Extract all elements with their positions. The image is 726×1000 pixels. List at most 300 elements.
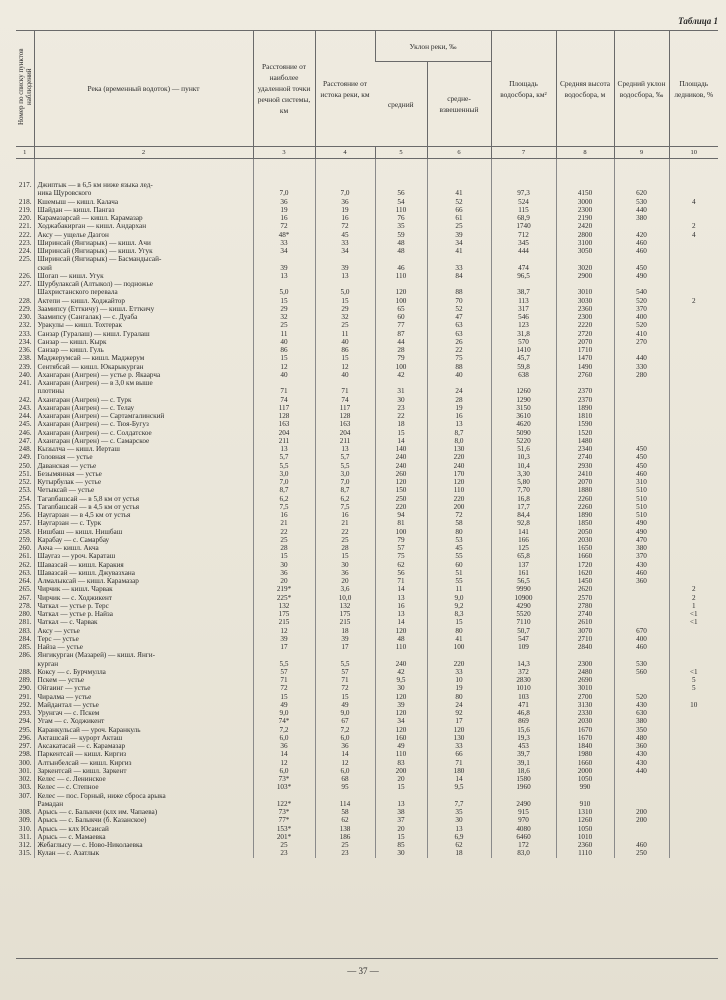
slope-weighted-cell: 45 (427, 544, 491, 552)
table-row (16, 717, 718, 725)
station-number-cell (16, 189, 34, 197)
river-point-cell: Ахангаран (Ангрен) — с. Телау (34, 404, 253, 412)
basin-area-cell (491, 280, 556, 288)
station-number-cell: 295. (18, 725, 32, 734)
table-row (16, 684, 718, 692)
station-number-cell: 217. (18, 181, 32, 189)
mean-slope-cell: 410 (614, 330, 669, 338)
table-row (16, 552, 718, 560)
station-number-cell (16, 387, 34, 395)
river-point-cell: Заамипсу (Етткичу) — кишл. Етткичу (34, 305, 253, 313)
river-point-cell: курган (34, 660, 253, 668)
mean-slope-cell: 380 (614, 544, 669, 552)
river-point-cell: Ходжабакирган — кишл. Андархан (34, 222, 253, 230)
slope-mean-cell: 54 (375, 198, 427, 206)
mean-slope-cell: 200 (614, 808, 669, 816)
mean-slope-cell: 490 (614, 519, 669, 527)
column-numbers-row (16, 147, 718, 159)
distance-source-cell: 5,0 (315, 288, 375, 296)
mean-height-cell: 2740 (556, 453, 614, 461)
station-number-cell: 257. (18, 519, 32, 528)
table-row (16, 470, 718, 478)
table-row (16, 297, 718, 305)
slope-weighted-cell: 75 (427, 354, 491, 362)
mean-height-cell: 2220 (556, 321, 614, 329)
distance-far-cell: 25 (253, 841, 315, 849)
distance-far-cell: 29 (253, 305, 315, 313)
basin-area-cell: 546 (491, 313, 556, 321)
distance-source-cell: 7,0 (315, 478, 375, 486)
distance-source-cell: 15 (315, 693, 375, 701)
distance-source-cell: 15 (315, 297, 375, 305)
distance-source-cell: 39 (315, 635, 375, 643)
slope-weighted-cell: 130 (427, 445, 491, 453)
mean-height-cell: 2070 (556, 478, 614, 486)
table-row (16, 734, 718, 742)
slope-mean-cell: 35 (375, 222, 427, 230)
basin-area-cell: 68,9 (491, 214, 556, 222)
table-row (16, 627, 718, 635)
basin-area-cell: 1290 (491, 396, 556, 404)
mean-slope-cell: 270 (614, 338, 669, 346)
table-row (16, 404, 718, 412)
table-row (16, 701, 718, 709)
glacier-area-cell (669, 486, 718, 494)
slope-mean-cell: 65 (375, 305, 427, 313)
station-number-cell: 298. (18, 750, 32, 759)
mean-slope-cell: 280 (614, 371, 669, 379)
mean-height-cell: 1890 (556, 404, 614, 412)
basin-area-cell: 9990 (491, 585, 556, 593)
table-row (16, 536, 718, 544)
mean-height-cell: 3070 (556, 627, 614, 635)
table-row (16, 825, 718, 833)
mean-slope-cell: 460 (614, 470, 669, 478)
slope-weighted-cell: 41 (427, 247, 491, 255)
distance-source-cell: 128 (315, 412, 375, 420)
mean-slope-cell: 430 (614, 750, 669, 758)
basin-area-cell: 10900 (491, 594, 556, 602)
distance-source-cell: 186 (315, 833, 375, 841)
distance-far-cell: 40 (253, 338, 315, 346)
distance-far-cell: 36 (253, 569, 315, 577)
glacier-area-cell (669, 643, 718, 651)
mean-slope-cell: 400 (614, 313, 669, 321)
distance-source-cell: 40 (315, 338, 375, 346)
mean-slope-cell: 450 (614, 453, 669, 461)
slope-mean-cell: 220 (375, 503, 427, 511)
station-number-cell: 232. (18, 321, 32, 330)
mean-height-cell: 2260 (556, 495, 614, 503)
slope-mean-cell: 120 (375, 627, 427, 635)
distance-source-cell: 138 (315, 825, 375, 833)
slope-mean-cell: 250 (375, 495, 427, 503)
river-point-cell: Шаугаз — уроч. Караташ (34, 552, 253, 560)
distance-far-cell: 9,0 (253, 709, 315, 717)
mean-height-cell: 2610 (556, 618, 614, 626)
slope-mean-cell: 75 (375, 552, 427, 560)
slope-mean-cell: 59 (375, 231, 427, 239)
slope-mean-cell: 30 (375, 396, 427, 404)
station-number-cell: 290. (18, 684, 32, 693)
basin-area-cell: 6460 (491, 833, 556, 841)
slope-weighted-cell: 51 (427, 569, 491, 577)
distance-source-cell (315, 181, 375, 189)
river-point-cell: Четыксай — устье (34, 486, 253, 494)
basin-area-cell: 84,4 (491, 511, 556, 519)
slope-mean-cell: 49 (375, 742, 427, 750)
distance-source-cell: 25 (315, 841, 375, 849)
header-distance-far: Расстояние от наиболее удаленной точки речной системы, км (253, 31, 315, 147)
table-row (16, 783, 718, 791)
basin-area-cell: 97,3 (491, 189, 556, 197)
table-row (16, 511, 718, 519)
river-point-cell: Ахангаран (Ангрен) — с. Солдатское (34, 429, 253, 437)
slope-weighted-cell: 33 (427, 742, 491, 750)
station-number-cell: 218. (18, 197, 32, 206)
glacier-area-cell (669, 717, 718, 725)
slope-mean-cell (375, 379, 427, 387)
distance-far-cell: 32 (253, 313, 315, 321)
mean-slope-cell: 470 (614, 536, 669, 544)
distance-far-cell: 11 (253, 330, 315, 338)
river-point-cell: Арысь — клх Юсаисай (34, 825, 253, 833)
slope-weighted-cell: 10 (427, 676, 491, 684)
table-row (16, 816, 718, 824)
table-row (16, 420, 718, 428)
slope-weighted-cell: 55 (427, 577, 491, 585)
slope-mean-cell: 120 (375, 693, 427, 701)
glacier-area-cell (669, 734, 718, 742)
distance-source-cell: 34 (315, 247, 375, 255)
river-point-cell: Шайдан — кишл. Пангаз (34, 206, 253, 214)
river-point-cell: Тагапбашсай — в 5,8 км от устья (34, 495, 253, 503)
station-number-cell: 234. (18, 337, 32, 346)
distance-far-cell: 25 (253, 536, 315, 544)
mean-slope-cell: 460 (614, 247, 669, 255)
river-point-cell: Келес — пос. Горный, ниже сброса арыка (34, 792, 253, 800)
distance-far-cell: 36 (253, 742, 315, 750)
header-slope-weighted: средне-взвешенный (427, 62, 491, 147)
table-row (16, 264, 718, 272)
station-number-cell: 288. (18, 667, 32, 676)
basin-area-cell: 524 (491, 198, 556, 206)
distance-far-cell: 71 (253, 387, 315, 395)
slope-mean-cell: 240 (375, 453, 427, 461)
mean-height-cell: 1650 (556, 544, 614, 552)
river-point-cell: Ахангаран (Ангрен) — в 3,0 км выше (34, 379, 253, 387)
mean-slope-cell: 530 (614, 660, 669, 668)
distance-far-cell (253, 379, 315, 387)
distance-far-cell: 163 (253, 420, 315, 428)
river-point-cell: Санзар — кишл. Кырк (34, 338, 253, 346)
slope-weighted-cell: 13 (427, 420, 491, 428)
slope-mean-cell: 20 (375, 775, 427, 783)
glacier-area-cell (669, 412, 718, 420)
basin-area-cell: 471 (491, 701, 556, 709)
station-number-cell: 243. (18, 403, 32, 412)
river-point-cell: Акча — кишл. Акча (34, 544, 253, 552)
mean-slope-cell (614, 800, 669, 808)
table-row (16, 239, 718, 247)
glacier-area-cell (669, 371, 718, 379)
slope-mean-cell: 42 (375, 371, 427, 379)
table-row (16, 453, 718, 461)
distance-far-cell: 22 (253, 528, 315, 536)
table-row (16, 247, 718, 255)
slope-weighted-cell: 41 (427, 635, 491, 643)
distance-source-cell: 95 (315, 783, 375, 791)
slope-mean-cell (375, 181, 427, 189)
glacier-area-cell: 2 (669, 585, 718, 593)
slope-mean-cell: 48 (375, 247, 427, 255)
slope-weighted-cell: 66 (427, 206, 491, 214)
station-number-cell: 219. (18, 205, 32, 214)
basin-area-cell: 915 (491, 808, 556, 816)
slope-weighted-cell: 13 (427, 825, 491, 833)
distance-far-cell: 7,0 (253, 478, 315, 486)
mean-slope-cell: 520 (614, 297, 669, 305)
header-mean-height: Средняя высота водосбора, м (556, 31, 614, 147)
distance-source-cell: 49 (315, 701, 375, 709)
table-row (16, 610, 718, 618)
mean-slope-cell: 460 (614, 643, 669, 651)
river-point-cell: Аксу — устье (34, 627, 253, 635)
mean-slope-cell: 530 (614, 198, 669, 206)
distance-far-cell: 12 (253, 759, 315, 767)
river-point-cell: Шавазсай — кишл. Джувазхана (34, 569, 253, 577)
table-row (16, 255, 718, 263)
glacier-area-cell (669, 660, 718, 668)
distance-source-cell: 39 (315, 264, 375, 272)
distance-far-cell: 39 (253, 635, 315, 643)
glacier-area-cell (669, 800, 718, 808)
distance-source-cell: 7,0 (315, 189, 375, 197)
glacier-area-cell (669, 833, 718, 841)
slope-mean-cell: 15 (375, 429, 427, 437)
distance-source-cell: 45 (315, 231, 375, 239)
river-point-cell: Кулан — с. Азатлык (34, 849, 253, 857)
distance-far-cell: 5,0 (253, 288, 315, 296)
glacier-area-cell (669, 528, 718, 536)
slope-weighted-cell: 220 (427, 495, 491, 503)
slope-mean-cell: 38 (375, 808, 427, 816)
basin-area-cell: 970 (491, 816, 556, 824)
distance-far-cell: 128 (253, 412, 315, 420)
river-point-cell: Каранкульсай — уроч. Каранкуль (34, 726, 253, 734)
mean-height-cell: 2710 (556, 635, 614, 643)
glacier-area-cell (669, 635, 718, 643)
glacier-area-cell (669, 783, 718, 791)
river-point-cell: Паркентсай — кишл. Киргиз (34, 750, 253, 758)
distance-source-cell: 11 (315, 330, 375, 338)
basin-area-cell: 444 (491, 247, 556, 255)
slope-weighted-cell (427, 651, 491, 659)
station-number-cell: 293. (18, 709, 32, 717)
river-point-cell: Терс — устье (34, 635, 253, 643)
distance-far-cell: 21 (253, 519, 315, 527)
table-row (16, 338, 718, 346)
basin-area-cell: 51,6 (491, 445, 556, 453)
table-row (16, 222, 718, 230)
distance-far-cell: 225* (253, 594, 315, 602)
slope-mean-cell: 31 (375, 387, 427, 395)
glacier-area-cell: 2 (669, 222, 718, 230)
mean-slope-cell: 510 (614, 511, 669, 519)
table-row (16, 313, 718, 321)
distance-source-cell: 7,5 (315, 503, 375, 511)
slope-weighted-cell: 34 (427, 239, 491, 247)
slope-mean-cell: 14 (375, 618, 427, 626)
slope-weighted-cell: 25 (427, 222, 491, 230)
table-body (16, 159, 718, 858)
mean-slope-cell: 200 (614, 816, 669, 824)
distance-source-cell: 163 (315, 420, 375, 428)
basin-area-cell: 869 (491, 717, 556, 725)
station-number-cell: 230. (18, 313, 32, 321)
slope-mean-cell: 14 (375, 585, 427, 593)
river-point-cell: Арысь — с. Балыкчи (б. Казанское) (34, 816, 253, 824)
slope-mean-cell (375, 280, 427, 288)
station-number-cell: 255. (18, 502, 32, 511)
river-point-cell: Наугарзан — в 4,5 км от устья (34, 511, 253, 519)
mean-slope-cell: 450 (614, 445, 669, 453)
mean-slope-cell: 520 (614, 693, 669, 701)
station-number-cell: 265. (18, 585, 32, 594)
table-row (16, 445, 718, 453)
station-number-cell: 263. (18, 568, 32, 577)
slope-mean-cell: 13 (375, 610, 427, 618)
mean-slope-cell (614, 618, 669, 626)
river-point-cell: Урунгач — с. Пскем (34, 709, 253, 717)
glacier-area-cell (669, 569, 718, 577)
station-number-cell: 296. (18, 733, 32, 742)
distance-far-cell (253, 792, 315, 800)
mean-height-cell: 1840 (556, 742, 614, 750)
station-number-cell: 300. (18, 758, 32, 767)
distance-source-cell (315, 255, 375, 263)
slope-mean-cell: 110 (375, 750, 427, 758)
glacier-area-cell: 1 (669, 602, 718, 610)
table-row (16, 849, 718, 857)
distance-source-cell (315, 280, 375, 288)
basin-area-cell: 19,3 (491, 734, 556, 742)
station-number-cell: 259. (18, 535, 32, 544)
slope-mean-cell: 120 (375, 726, 427, 734)
distance-far-cell: 57 (253, 668, 315, 676)
distance-source-cell: 74 (315, 396, 375, 404)
slope-weighted-cell (427, 181, 491, 189)
distance-far-cell: 12 (253, 363, 315, 371)
distance-far-cell: 33 (253, 239, 315, 247)
distance-far-cell: 17 (253, 643, 315, 651)
river-point-cell: Актепи — кишл. Ходжайтор (34, 297, 253, 305)
mean-height-cell: 910 (556, 800, 614, 808)
river-point-cell: Джиптык — в 6,5 км ниже языка лед- (34, 181, 253, 189)
basin-area-cell: 4620 (491, 420, 556, 428)
mean-height-cell: 2030 (556, 536, 614, 544)
slope-mean-cell: 120 (375, 288, 427, 296)
mean-height-cell: 2620 (556, 585, 614, 593)
slope-mean-cell: 77 (375, 321, 427, 329)
distance-source-cell: 33 (315, 239, 375, 247)
glacier-area-cell (669, 470, 718, 478)
river-point-cell: Келес — с. Степное (34, 783, 253, 791)
mean-height-cell: 2740 (556, 610, 614, 618)
slope-weighted-cell: 100 (427, 643, 491, 651)
river-point-cell: Ахангаран (Ангрен) — с. Тюя-Бугуз (34, 420, 253, 428)
station-number-cell: 238. (18, 354, 32, 363)
basin-area-cell: 372 (491, 668, 556, 676)
river-point-cell: Найза — устье (34, 643, 253, 651)
slope-weighted-cell: 71 (427, 759, 491, 767)
slope-mean-cell: 150 (375, 486, 427, 494)
distance-source-cell: 10,0 (315, 594, 375, 602)
station-number-cell: 242. (18, 395, 32, 404)
distance-far-cell: 14 (253, 750, 315, 758)
mean-slope-cell: 380 (614, 214, 669, 222)
river-point-cell: Янгикурган (Мазарей) — кишл. Янги- (34, 651, 253, 659)
column-number: 9 (614, 147, 669, 159)
basin-area-cell: 474 (491, 264, 556, 272)
distance-source-cell: 20 (315, 577, 375, 585)
distance-source-cell: 12 (315, 363, 375, 371)
glacier-area-cell (669, 387, 718, 395)
mean-height-cell: 3030 (556, 297, 614, 305)
slope-weighted-cell: 8,3 (427, 610, 491, 618)
river-point-cell: Карамазарсай — кишл. Карамазар (34, 214, 253, 222)
distance-far-cell: 5,7 (253, 453, 315, 461)
mean-height-cell: 1710 (556, 346, 614, 354)
table-row (16, 272, 718, 280)
station-number-cell: 260. (18, 544, 32, 552)
station-number-cell: 256. (18, 511, 32, 519)
mean-height-cell (556, 651, 614, 659)
column-number: 2 (34, 147, 253, 159)
distance-source-cell: 211 (315, 437, 375, 445)
mean-slope-cell: 400 (614, 635, 669, 643)
mean-slope-cell: 630 (614, 709, 669, 717)
river-point-cell: Ахангаран (Ангрен) — устье р. Якаарча (34, 371, 253, 379)
basin-area-cell: 38,7 (491, 288, 556, 296)
basin-area-cell: 166 (491, 536, 556, 544)
glacier-area-cell (669, 577, 718, 585)
basin-area-cell: 96,5 (491, 272, 556, 280)
distance-far-cell: 3,0 (253, 470, 315, 478)
mean-slope-cell (614, 255, 669, 263)
slope-weighted-cell: 88 (427, 363, 491, 371)
slope-mean-cell: 20 (375, 825, 427, 833)
basin-area-cell: 92,8 (491, 519, 556, 527)
station-number-cell: 222. (18, 230, 32, 239)
distance-source-cell: 132 (315, 602, 375, 610)
glacier-area-cell (669, 759, 718, 767)
distance-far-cell: 40 (253, 371, 315, 379)
distance-far-cell: 7,2 (253, 726, 315, 734)
distance-far-cell: 39 (253, 264, 315, 272)
mean-slope-cell: 330 (614, 363, 669, 371)
table-row (16, 841, 718, 849)
mean-height-cell: 2030 (556, 717, 614, 725)
distance-source-cell: 17 (315, 643, 375, 651)
basin-area-cell: 5520 (491, 610, 556, 618)
station-number-cell: 289. (18, 676, 32, 684)
glacier-area-cell (669, 264, 718, 272)
slope-weighted-cell: 52 (427, 198, 491, 206)
slope-mean-cell (375, 651, 427, 659)
basin-area-cell: 172 (491, 841, 556, 849)
mean-height-cell: 1310 (556, 808, 614, 816)
